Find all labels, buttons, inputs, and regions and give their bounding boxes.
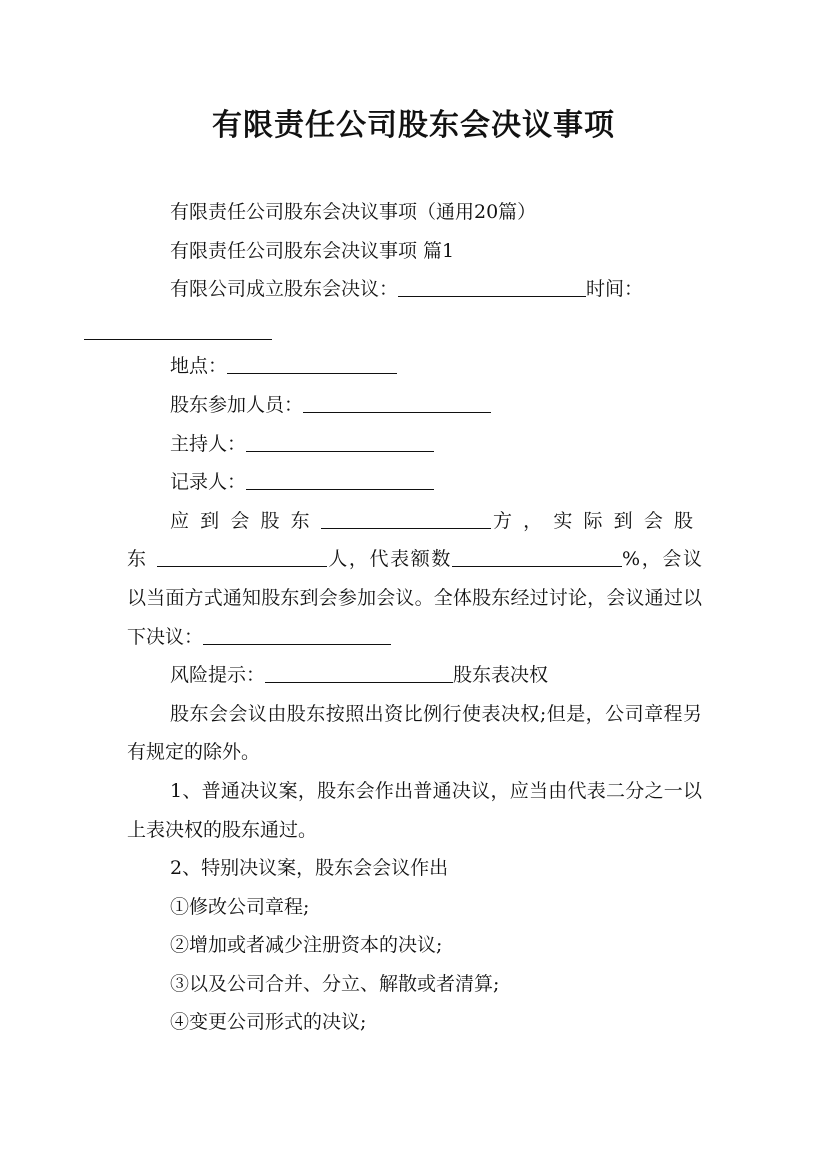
attendance-paragraph	[127, 502, 702, 656]
company-resolution-label: 有限公司成立股东会决议：	[170, 278, 399, 301]
list-item-3-text: ③以及公司合并、分立、解散或者清算;	[170, 972, 500, 995]
actual-shareholders-blank[interactable]	[157, 548, 327, 567]
host-blank[interactable]	[246, 433, 434, 452]
risk-warning-line	[127, 656, 702, 695]
ordinary-resolution-text: 1、普通决议案，股东会作出普通决议，应当由代表二分之一以上表决权的股东通过。	[127, 779, 702, 841]
attendees-line	[127, 386, 702, 425]
resolution-blank[interactable]	[203, 626, 391, 645]
time-label: 时间：	[586, 278, 644, 301]
risk-warning-blank[interactable]	[265, 664, 453, 683]
risk-warning-label: 风险提示：	[170, 664, 266, 687]
section-heading-text: 有限责任公司股东会决议事项 篇1	[170, 239, 455, 262]
time-blank[interactable]	[84, 321, 272, 340]
document-title: 有限责任公司股东会决议事项	[212, 108, 615, 143]
special-resolution-text: 2、特别决议案，股东会会议作出	[170, 857, 449, 880]
ordinary-resolution-paragraph	[127, 772, 702, 849]
actual-shareholders-label: 方，实际到会股东	[127, 509, 702, 571]
attendees-label: 股东参加人员：	[170, 393, 304, 416]
location-blank[interactable]	[227, 355, 397, 374]
represented-amount-label: 人，代表额数	[326, 548, 453, 571]
attendees-blank[interactable]	[303, 394, 491, 413]
host-line	[127, 425, 702, 464]
voting-paragraph-text: 股东会会议由股东按照出资比例行使表决权;但是，公司章程另有规定的除外。	[127, 702, 702, 764]
section-heading	[127, 232, 702, 271]
host-label: 主持人：	[170, 432, 247, 455]
location-label: 地点：	[170, 355, 228, 378]
list-item-2-text: ②增加或者减少注册资本的决议;	[170, 934, 443, 957]
location-line	[127, 347, 702, 386]
list-item-4-text: ④变更公司形式的决议;	[170, 1011, 367, 1034]
recorder-blank[interactable]	[246, 471, 434, 490]
voting-right-text: 股东表决权	[453, 664, 549, 687]
company-resolution-line	[127, 270, 702, 309]
list-item-4	[127, 1003, 702, 1042]
list-item-1-text: ①修改公司章程;	[170, 895, 310, 918]
special-resolution-line	[127, 849, 702, 888]
represented-amount-blank[interactable]	[452, 548, 622, 567]
attendance-paragraph-end: %，会议以当面方式通知股东到会参加会议。全体股东经过讨论，会议通过以下决议：	[127, 548, 702, 648]
attendance-label: 应到会股东	[170, 509, 321, 532]
subtitle-line	[127, 193, 702, 232]
list-item-2	[127, 926, 702, 965]
company-resolution-blank[interactable]	[398, 278, 586, 297]
recorder-label: 记录人：	[170, 471, 247, 494]
list-item-3	[127, 965, 702, 1004]
expected-shareholders-blank[interactable]	[321, 510, 491, 529]
voting-paragraph	[127, 695, 702, 772]
time-blank-line	[84, 309, 272, 348]
list-item-1	[127, 888, 702, 927]
document-body	[127, 193, 702, 1042]
recorder-line	[127, 463, 702, 502]
subtitle-text: 有限责任公司股东会决议事项（通用20篇）	[170, 201, 537, 223]
